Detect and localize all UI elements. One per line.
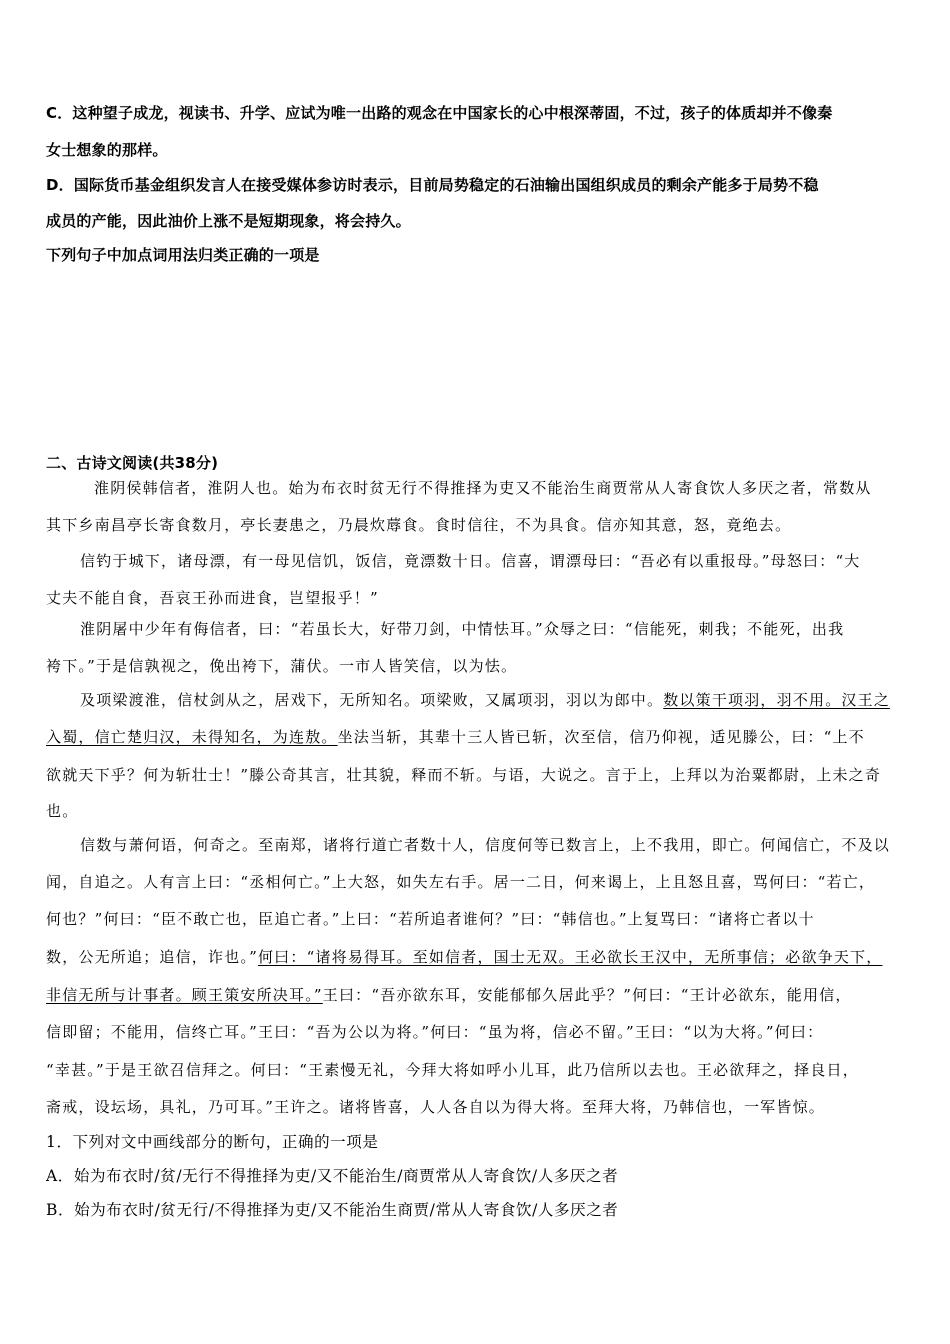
passage-p2-line1: 信钓于城下，诸母漂，有一母见信饥，饭信，竟漂数十日。信喜，谓漂母曰：“吾必有以重报母。”母怒曰：“大 — [80, 552, 861, 570]
passage-p4-line3: 欲就天下乎？何为斩壮士！”滕公奇其言，壮其貌，释而不斩。与语，大说之。言于上，上拜以为治粟都尉，上未之奇 — [46, 766, 882, 784]
passage-p1-line2: 其下乡南昌亭长寄食数月，亭长妻患之，乃晨炊蓐食。食时信往，不为具食。信亦知其意，怒，竟绝去。 — [46, 516, 792, 534]
passage-p5-line7: “幸甚。”于是王欲召信拜之。何曰：“王素慢无礼，今拜大将如呼小儿耳，此乃信所以去也。王必欲拜之，择良日， — [46, 1061, 859, 1079]
passage-p4-line1-plain: 及项梁渡淮，信杖剑从之，居戏下，无所知名。项梁败，又属项羽，羽以为郎中。 — [80, 691, 664, 709]
classify-question-stem: 下列句子中加点词用法归类正确的一项是 — [46, 246, 320, 264]
passage-p4-underlined-part1: 数以策干项羽，羽不用。汉王之 — [663, 691, 891, 709]
passage-p5-line4 — [46, 946, 906, 967]
passage-p4-line2-plain: 坐法当斩，其辈十三人皆已斩，次至信，信乃仰视，适见滕公，曰：“上不 — [337, 728, 865, 746]
section-heading: 二、古诗文阅读(共38分) — [46, 454, 219, 472]
prev-question-option-d-line1: D．国际货币基金组织发言人在接受媒体参访时表示，目前局势稳定的石油输出国组织成员的剩余产能多于局势不稳 — [46, 176, 819, 194]
passage-p5-line6: 信即留；不能用，信终亡耳。”王曰：“吾为公以为将。”何曰：“虽为将，信必不留。”王曰：“以为大将。”何曰： — [46, 1023, 824, 1041]
passage-p5-line4-plain: 数，公无所追；追信，诈也。” — [46, 948, 258, 966]
passage-p5-line2: 闻，自追之。人有言上曰：“丞相何亡。”上大怒，如失左右手。居一二日，何来谒上，上且怒且喜，骂何曰：“若亡， — [46, 873, 876, 891]
q1-stem: 1．下列对文中画线部分的断句，正确的一项是 — [46, 1133, 379, 1151]
passage-p5-line5 — [46, 984, 906, 1005]
q1-option-b: B．始为布衣时/贫无行/不得推择为吏/又不能治生商贾/常从人寄食饮/人多厌之者 — [46, 1201, 619, 1219]
passage-p5-line5-plain: 王曰：“吾亦欲东耳，安能郁郁久居此乎？”何曰：“王计必欲东，能用信， — [322, 986, 852, 1004]
passage-p4-line4: 也。 — [46, 802, 79, 820]
prev-question-option-c-line1: C．这种望子成龙，视读书、升学、应试为唯一出路的观念在中国家长的心中根深蒂固，不过，孩子的体质却并不像秦 — [46, 104, 833, 122]
passage-p5-line3: 何也？”何曰：“臣不敢亡也，臣追亡者。”上曰：“若所追者谁何？”曰：“韩信也。”上复骂曰：“诸将亡者以十 — [46, 910, 815, 928]
passage-p5-underlined-part1: 何曰：“诸将易得耳。至如信者，国士无双。王必欲长王汉中，无所事信；必欲争天下， — [257, 948, 883, 966]
passage-p4-line1 — [46, 689, 906, 710]
q1-option-a: A．始为布衣时/贫/无行不得推择为吏/又不能治生/商贾常从人寄食饮/人多厌之者 — [46, 1167, 619, 1185]
passage-p4-underlined-part2: 入蜀，信亡楚归汉，未得知名，为连敖。 — [46, 728, 338, 746]
passage-p3-line2: 袴下。”于是信孰视之，俛出袴下，蒲伏。一市人皆笑信，以为怯。 — [46, 657, 518, 675]
prev-question-option-d-line2: 成员的产能，因此油价上涨不是短期现象，将会持久。 — [46, 212, 411, 230]
prev-question-option-c-line2: 女士想象的那样。 — [46, 141, 168, 159]
passage-p5-underlined-part2: 非信无所与计事者。顾王策安所决耳。” — [46, 986, 323, 1004]
passage-p2-line2: 丈夫不能自食，吾哀王孙而进食，岂望报乎！” — [46, 589, 379, 607]
passage-p5-line8: 斋戒，设坛场，具礼，乃可耳。”王许之。诸将皆喜，人人各自以为得大将。至拜大将，乃韩信也，一军皆惊。 — [46, 1098, 825, 1116]
passage-p5-line1: 信数与萧何语，何奇之。至南郑，诸将行道亡者数十人，信度何等已数言上，上不我用，即亡。何闻信亡，不及以 — [80, 836, 891, 854]
passage-p4-line2 — [46, 726, 906, 747]
passage-p3-line1: 淮阴屠中少年有侮信者，曰：“若虽长大，好带刀剑，中情怯耳。”众辱之曰：“信能死，刺我；不能死，出我 — [80, 620, 845, 638]
passage-p1-line1: 淮阴侯韩信者，淮阴人也。始为布衣时贫无行不得推择为吏又不能治生商贾常从人寄食饮人多厌之者，常数从 — [94, 479, 872, 497]
